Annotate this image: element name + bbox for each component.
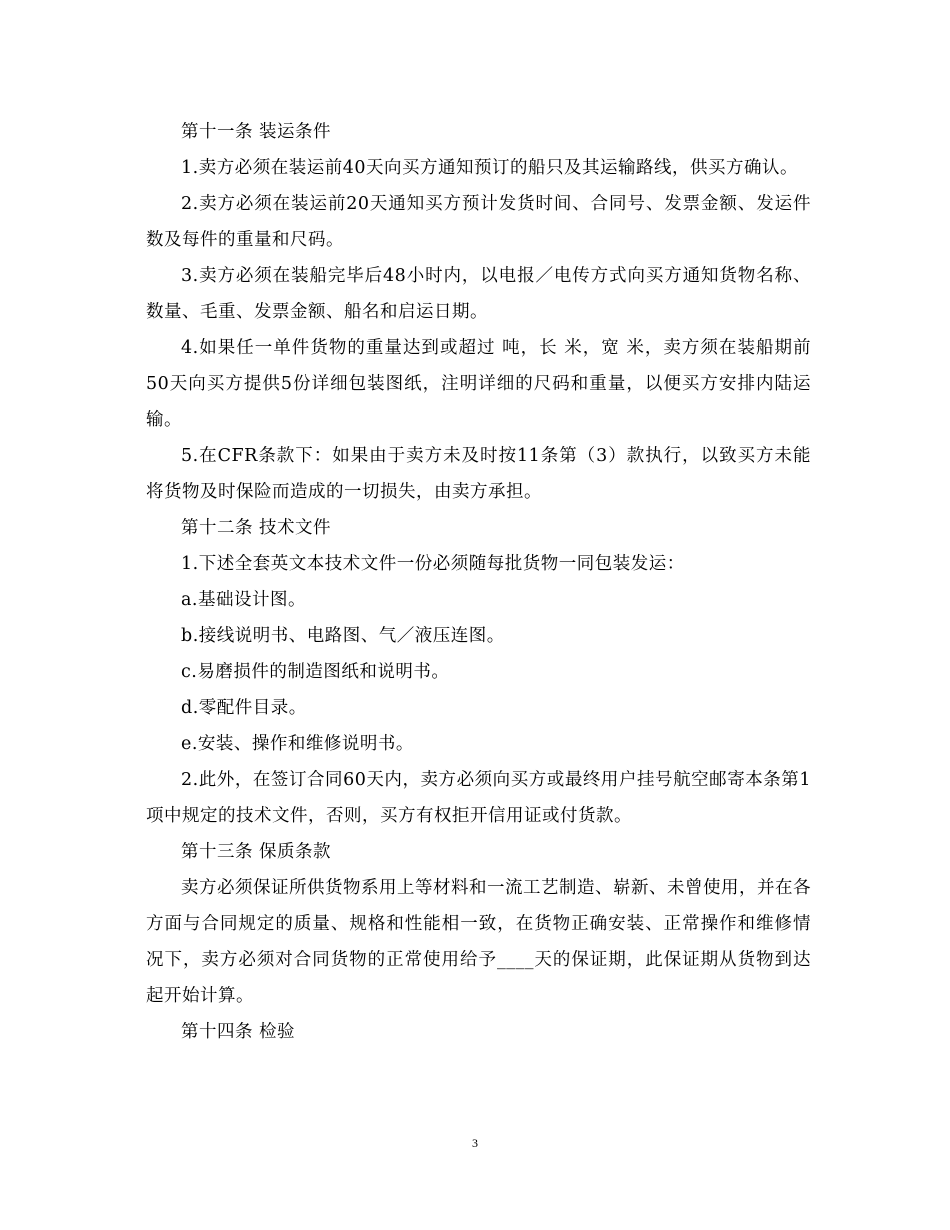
paragraph-12-1-b: b.接线说明书、电路图、气／液压连图。 bbox=[181, 626, 505, 646]
section-heading-12: 第十二条 技术文件 bbox=[181, 518, 332, 538]
paragraph-12-1-c: c.易磨损件的制造图纸和说明书。 bbox=[181, 662, 450, 682]
paragraph-11-4: 4.如果任一单件货物的重量达到或超过 吨，长 米，宽 米，卖方须在装船期前50天向买方提供5份详细包装图纸，注明详细的尺码和重量，以便买方安排内陆运输。 bbox=[146, 338, 811, 430]
paragraph-12-1-d: d.零配件目录。 bbox=[181, 698, 307, 718]
document-body bbox=[146, 114, 811, 1050]
paragraph-11-2: 2.卖方必须在装运前20天通知买方预计发货时间、合同号、发票金额、发运件数及每件的重量和尺码。 bbox=[146, 194, 811, 250]
paragraph-12-1-e: e.安装、操作和维修说明书。 bbox=[181, 734, 414, 754]
paragraph-11-3: 3.卖方必须在装船完毕后48小时内，以电报／电传方式向买方通知货物名称、数量、毛重、发票金额、船名和启运日期。 bbox=[146, 266, 811, 322]
paragraph-11-1: 1.卖方必须在装运前40天向买方通知预订的船只及其运输路线，供买方确认。 bbox=[181, 158, 798, 178]
paragraph-12-1: 1.下述全套英文本技术文件一份必须随每批货物一同包装发运： bbox=[181, 554, 685, 574]
paragraph-13: 卖方必须保证所供货物系用上等材料和一流工艺制造、崭新、未曾使用，并在各方面与合同规定的质量、规格和性能相一致，在货物正确安装、正常操作和维修情况下，卖方必须对合同货物的正常使用给予____天的保证期，此保证期从货物到达起开始计算。 bbox=[146, 878, 811, 1006]
paragraph-11-5: 5.在CFR条款下：如果由于卖方未及时按11条第（3）款执行，以致买方未能将货物及时保险而造成的一切损失，由卖方承担。 bbox=[146, 446, 811, 502]
section-heading-13: 第十三条 保质条款 bbox=[181, 842, 332, 862]
paragraph-12-2: 2.此外，在签订合同60天内，卖方必须向买方或最终用户挂号航空邮寄本条第1项中规定的技术文件，否则，买方有权拒开信用证或付货款。 bbox=[146, 770, 811, 826]
page-number: 3 bbox=[472, 1136, 478, 1150]
section-heading-11: 第十一条 装运条件 bbox=[181, 122, 332, 142]
paragraph-12-1-a: a.基础设计图。 bbox=[181, 590, 306, 610]
section-heading-14: 第十四条 检验 bbox=[181, 1022, 296, 1042]
